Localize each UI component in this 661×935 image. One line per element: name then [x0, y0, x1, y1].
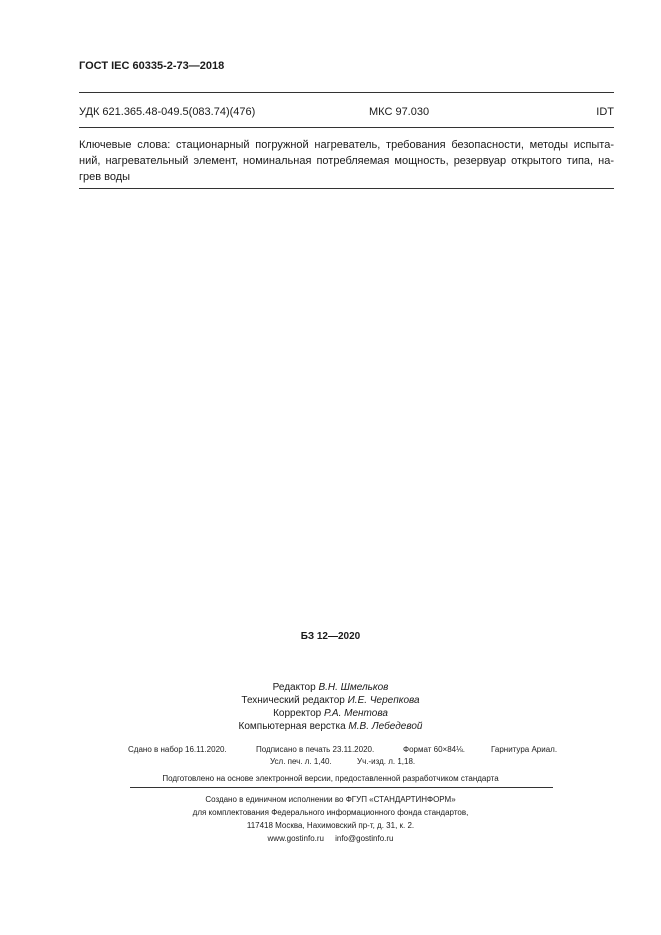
footer-line: для комплектования Федерального информационного фонда стандартов, — [192, 808, 469, 817]
signed-date: Подписано в печать 23.11.2020. — [256, 745, 375, 754]
classification-divider — [79, 127, 614, 128]
print-sheets: Усл. печ. л. 1,40. — [270, 757, 332, 766]
footer-contacts — [0, 832, 661, 845]
idt-label: IDT — [596, 106, 614, 118]
footer-divider — [130, 787, 553, 788]
layout-line — [0, 720, 661, 733]
tech-editor-line — [0, 694, 661, 707]
corrector-label: Корректор — [273, 708, 322, 719]
keywords-line: Ключевые слова: стационарный погружной нагреватель, требования безопасности, методы испыта- — [79, 139, 614, 151]
publisher-footer — [0, 793, 661, 845]
editor-name: В.Н. Шмельков — [318, 682, 389, 693]
prepared-note: Подготовлено на основе электронной версии, предоставленной разработчиком стандарта — [162, 774, 499, 783]
keywords-line: грев воды — [79, 171, 131, 183]
udk-code: УДК 621.365.48-049.5(083.74)(476) — [79, 106, 256, 118]
email-link[interactable]: info@gostinfo.ru — [335, 834, 394, 843]
layout-label: Компьютерная верстка — [238, 721, 346, 732]
corrector-line — [0, 707, 661, 720]
keywords-line: ний, нагревательный элемент, номинальная потребляемая мощность, резервуар открытого типа, на- — [79, 155, 614, 167]
corrector-name: Р.А. Ментова — [324, 708, 388, 719]
editor-label: Редактор — [272, 682, 316, 693]
editors-block — [0, 681, 661, 733]
standard-designation: ГОСТ IEC 60335-2-73—2018 — [79, 60, 225, 72]
top-divider — [79, 92, 614, 93]
keywords-divider — [79, 188, 614, 189]
website-link[interactable]: www.gostinfo.ru — [267, 834, 324, 843]
publishing-sheets: Уч.-изд. л. 1,18. — [357, 757, 416, 766]
tech-editor-name: И.Е. Черепкова — [347, 695, 420, 706]
mks-code: МКС 97.030 — [369, 106, 430, 118]
footer-address: 117418 Москва, Нахимовский пр-т, д. 31, к. 2. — [246, 821, 415, 830]
bz-number: БЗ 12—2020 — [300, 631, 361, 642]
layout-name: М.В. Лебедевой — [348, 721, 423, 732]
print-format: Формат 60×84⅛. — [403, 745, 466, 754]
print-font: Гарнитура Ариал. — [491, 745, 558, 754]
editor-line — [0, 681, 661, 694]
footer-line: Создано в единичном исполнении во ФГУП «СТАНДАРТИНФОРМ» — [205, 795, 456, 804]
submitted-date: Сдано в набор 16.11.2020. — [128, 745, 227, 754]
tech-editor-label: Технический редактор — [241, 695, 345, 706]
keywords-block — [79, 137, 614, 185]
